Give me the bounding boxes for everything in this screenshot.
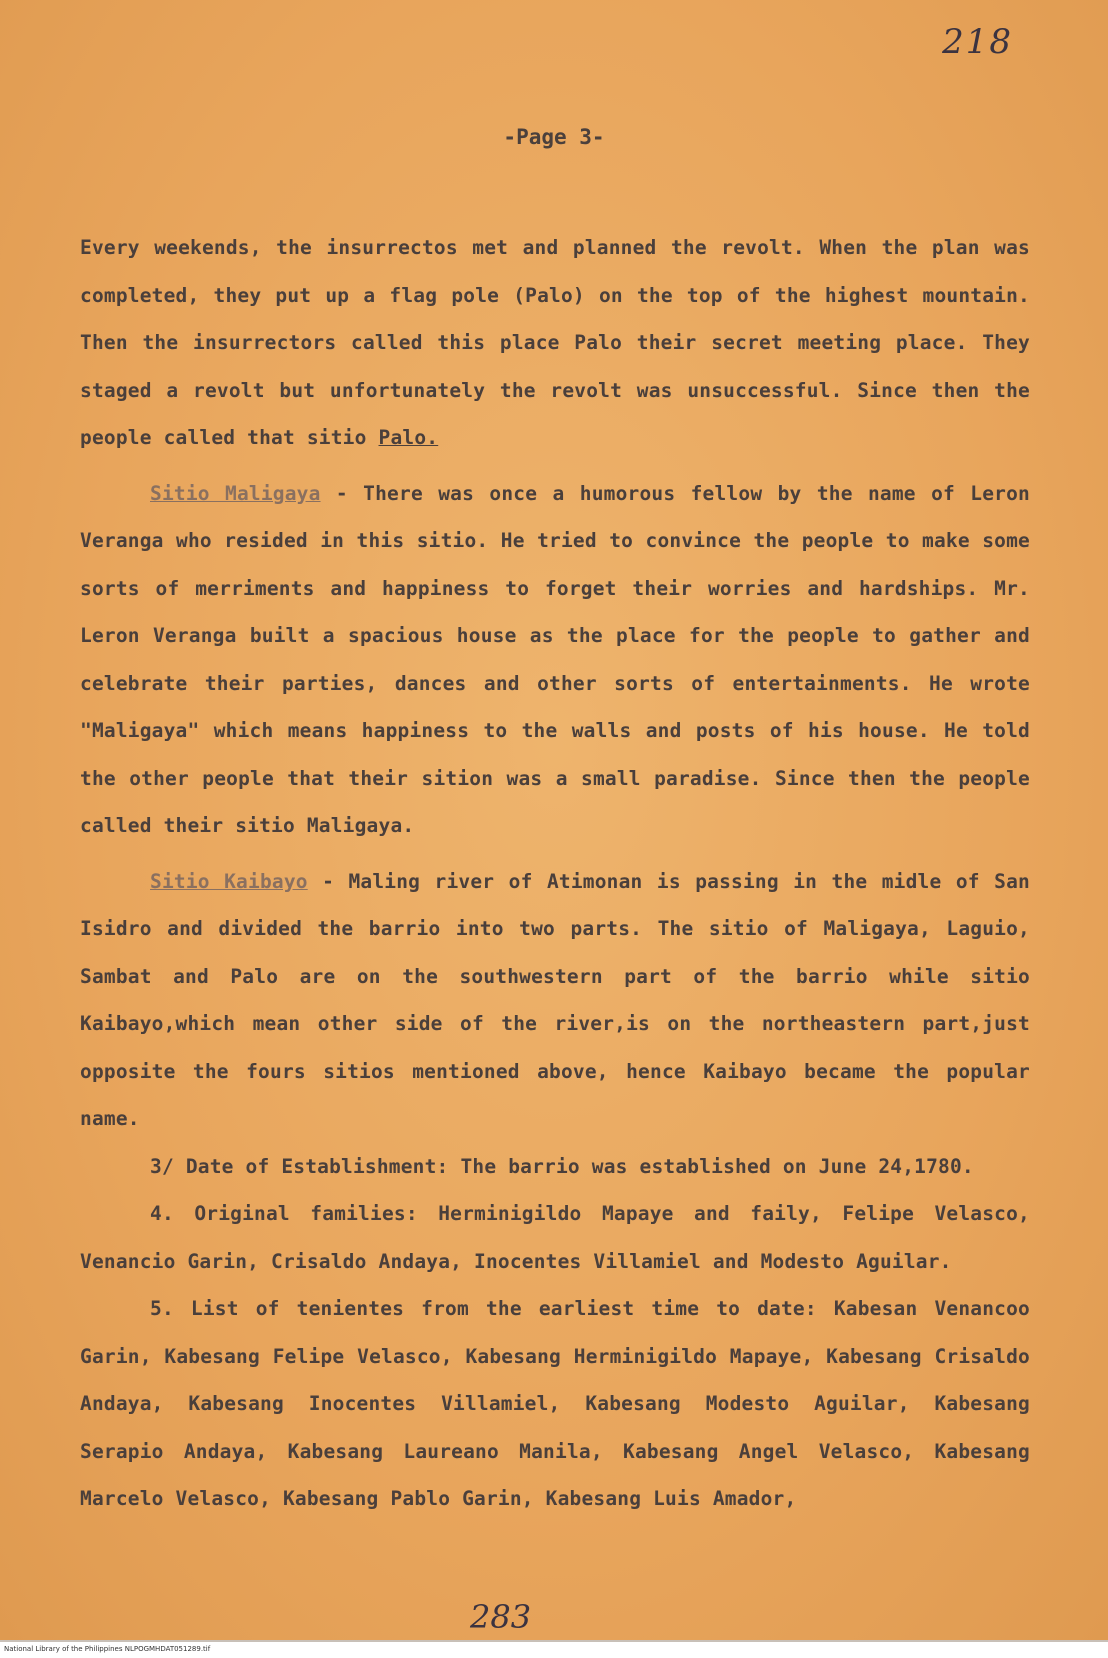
handwritten-page-number: 283 bbox=[470, 1598, 532, 1636]
paragraph-palo bbox=[80, 224, 1030, 462]
page-edge bbox=[0, 1640, 1108, 1642]
paragraph-kaibayo bbox=[80, 858, 1030, 1143]
section-heading-maligaya: Sitio Maligaya bbox=[150, 481, 321, 505]
page-header: -Page 3- bbox=[503, 125, 605, 149]
paragraph-tenientes: 5. List of tenientes from the earliest time to date: Kabesan Venancoo Garin, Kabesang Felipe Velasco, Kabesang Herminigildo Mapaye, Kabesang Crisaldo Andaya, Kabesang Inocentes Villamiel, Kabesang Modesto Aguilar, Kabesang Serapio Andaya, Kabesang Laureano Manila, Kabesang Angel Velasco, Kabesang Marcelo Velasco, Kabesang Pablo Garin, Kabesang Luis Amador, bbox=[80, 1297, 1030, 1510]
archive-footer: National Library of the Philippines NLPOGMHDAT051289.tif bbox=[4, 1645, 211, 1653]
paragraph-text: - Maling river of Atimonan is passing in the midle of San Isidro and divided the barrio into two parts. The sitio of Maligaya, Laguio, Sambat and Palo are on the southwestern part of the barrio while sitio Kaibayo,which mean other side of the river,is on the northeastern part,just opposite the fours sitios mentioned above, hence Kaibayo became the popular name. bbox=[80, 869, 1030, 1130]
folio-number: 218 bbox=[942, 22, 1013, 62]
section-heading-kaibayo: Sitio Kaibayo bbox=[150, 869, 308, 893]
paragraph-maligaya bbox=[80, 470, 1030, 850]
paragraph-original-families: 4. Original families: Herminigildo Mapaye and faily, Felipe Velasco, Venancio Garin, Crisaldo Andaya, Inocentes Villamiel and Modesto Aguilar. bbox=[80, 1202, 1030, 1273]
paragraph-text: Every weekends, the insurrectos met and planned the revolt. When the plan was completed, they put up a flag pole (Palo) on the top of the highest mountain. Then the insurrectors called this place Palo their secret meeting place. They staged a revolt but unfortunately the revolt was unsuccessful. Since then the people called that sitio bbox=[80, 236, 1030, 449]
paragraph-text: - There was once a humorous fellow by the name of Leron Veranga who resided in this sitio. He tried to convince the people to make some sorts of merriments and happiness to forget their worries and hardships. Mr. Leron Veranga built a spacious house as the place for the people to gather and celebrate their parties, dances and other sorts of entertainments. He wrote "Maligaya" which means happiness to the walls and posts of his house. He told the other people that their sition was a small paradise. Since then the people called their sitio Maligaya. bbox=[80, 481, 1030, 837]
sitio-name-palo: Palo. bbox=[378, 426, 439, 449]
paragraph-establishment: 3/ Date of Establishment: The barrio was established on June 24,1780. bbox=[150, 1154, 974, 1178]
document-body bbox=[80, 224, 1030, 1523]
